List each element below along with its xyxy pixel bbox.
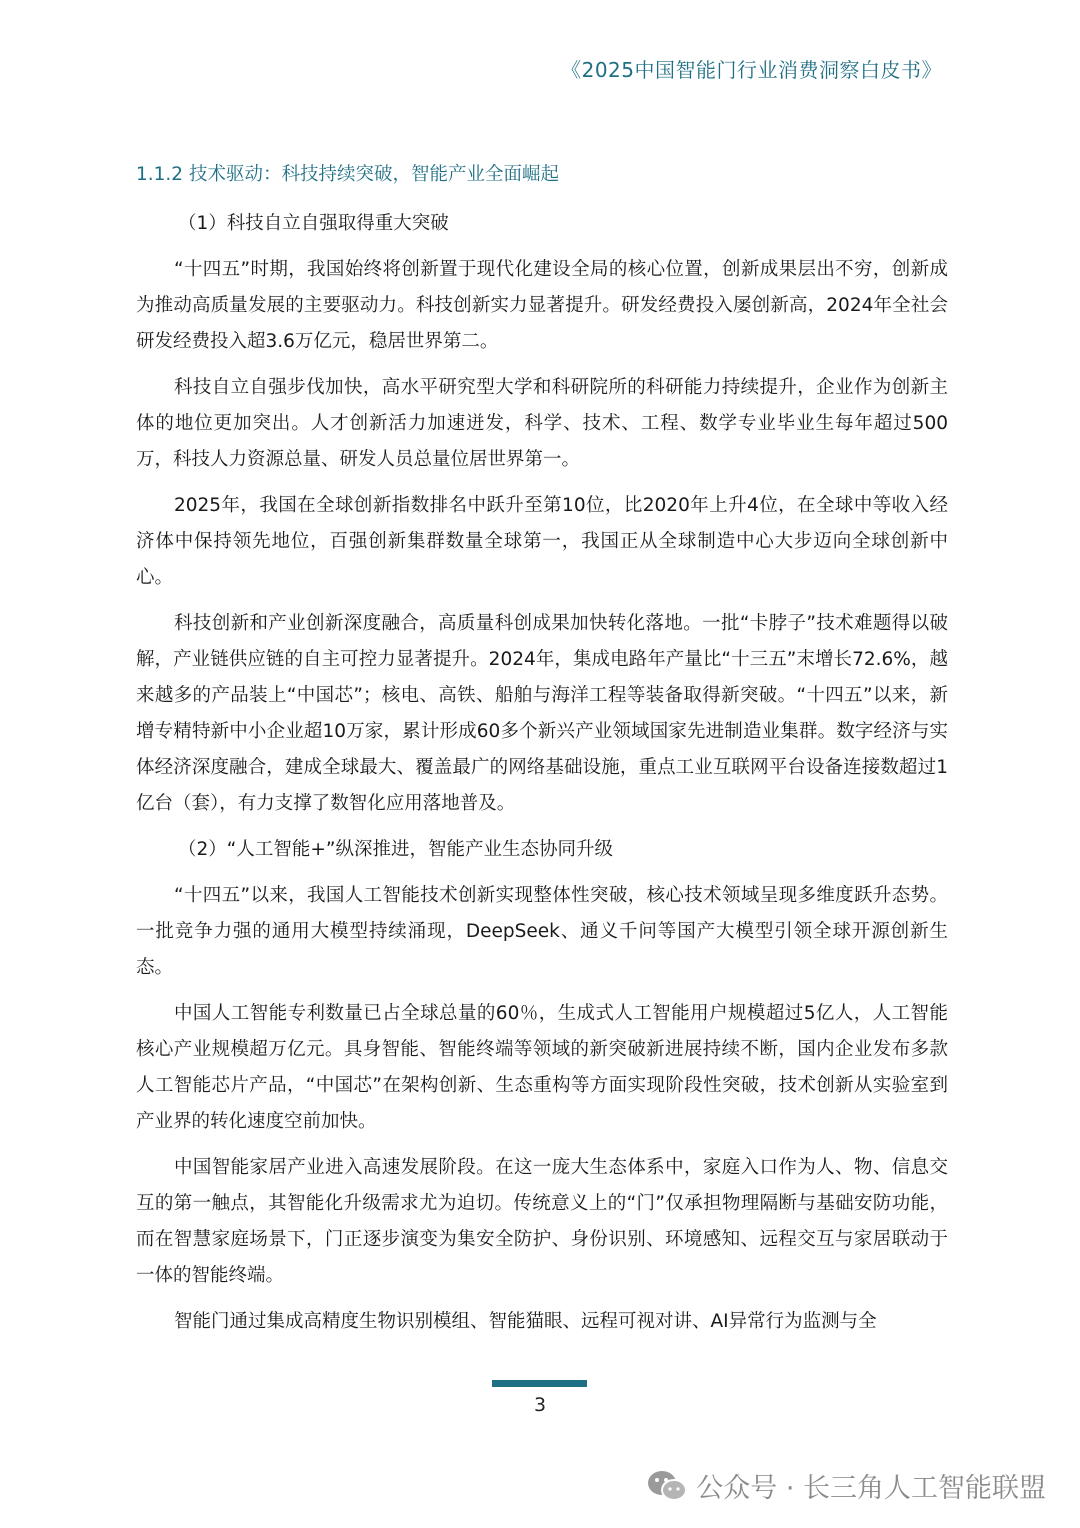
paragraph-2: 科技自立自强步伐加快，高水平研究型大学和科研院所的科研能力持续提升，企业作为创新主体的地位更加突出。人才创新活力加速迸发，科学、技术、工程、数学专业毕业生每年超过500万，科技人力资源总量、研发人员总量位居世界第一。 <box>136 377 948 470</box>
subsection-heading-2: （2）“人工智能+”纵深推进，智能产业生态协同升级 <box>178 839 613 860</box>
watermark-text: 公众号 · 长三角人工智能联盟 <box>696 1473 1046 1504</box>
subsection-heading-1: （1）科技自立自强取得重大突破 <box>178 213 449 234</box>
paragraph-4: 科技创新和产业创新深度融合，高质量科创成果加快转化落地。一批“卡脖子”技术难题得以破解，产业链供应链的自主可控力显著提升。2024年，集成电路年产量比“十三五”末增长72.6%，越来越多的产品装上“中国芯”；核电、高铁、船舶与海洋工程等装备取得新突破。“十四五”以来，新增专精特新中小企业超10万家，累计形成60多个新兴产业领域国家先进制造业集群。数字经济与实体经济深度融合，建成全球最大、覆盖最广的网络基础设施，重点工业互联网平台设备连接数超过1亿台（套），有力支撑了数智化应用落地普及。 <box>136 613 948 814</box>
paragraph-1: “十四五”时期，我国始终将创新置于现代化建设全局的核心位置，创新成果层出不穷，创新成为推动高质量发展的主要驱动力。科技创新实力显著提升。研发经费投入屡创新高，2024年全社会研发经费投入超3.6万亿元，稳居世界第二。 <box>136 259 948 352</box>
paragraph-3: 2025年，我国在全球创新指数排名中跃升至第10位，比2020年上升4位，在全球中等收入经济体中保持领先地位，百强创新集群数量全球第一，我国正从全球制造中心大步迈向全球创新中心。 <box>136 495 948 588</box>
paragraph-6: 中国人工智能专利数量已占全球总量的60％，生成式人工智能用户规模超过5亿人，人工智能核心产业规模超万亿元。具身智能、智能终端等领域的新突破新进展持续不断，国内企业发布多款人工智能芯片产品，“中国芯”在架构创新、生态重构等方面实现阶段性突破，技术创新从实验室到产业界的转化速度空前加快。 <box>136 1003 948 1132</box>
section-heading: 1.1.2 技术驱动：科技持续突破，智能产业全面崛起 <box>136 164 559 185</box>
wechat-icon <box>646 1468 688 1504</box>
wechat-watermark <box>646 1466 1046 1505</box>
paragraph-8: 智能门通过集成高精度生物识别模组、智能猫眼、远程可视对讲、AI异常行为监测与全 <box>174 1311 877 1332</box>
page-number-bar <box>492 1380 587 1387</box>
page-content <box>136 158 948 1350</box>
paragraph-5: “十四五”以来，我国人工智能技术创新实现整体性突破，核心技术领域呈现多维度跃升态势。一批竞争力强的通用大模型持续涌现，DeepSeek、通义千问等国产大模型引领全球开源创新生态。 <box>136 885 948 978</box>
paragraph-7: 中国智能家居产业进入高速发展阶段。在这一庞大生态体系中，家庭入口作为人、物、信息交互的第一触点，其智能化升级需求尤为迫切。传统意义上的“门”仅承担物理隔断与基础安防功能，而在智慧家庭场景下，门正逐步演变为集安全防护、身份识别、环境感知、远程交互与家居联动于一体的智能终端。 <box>136 1157 948 1286</box>
document-title: 《2025中国智能门行业消费洞察白皮书》 <box>561 58 942 82</box>
page-number: 3 <box>533 1394 547 1416</box>
